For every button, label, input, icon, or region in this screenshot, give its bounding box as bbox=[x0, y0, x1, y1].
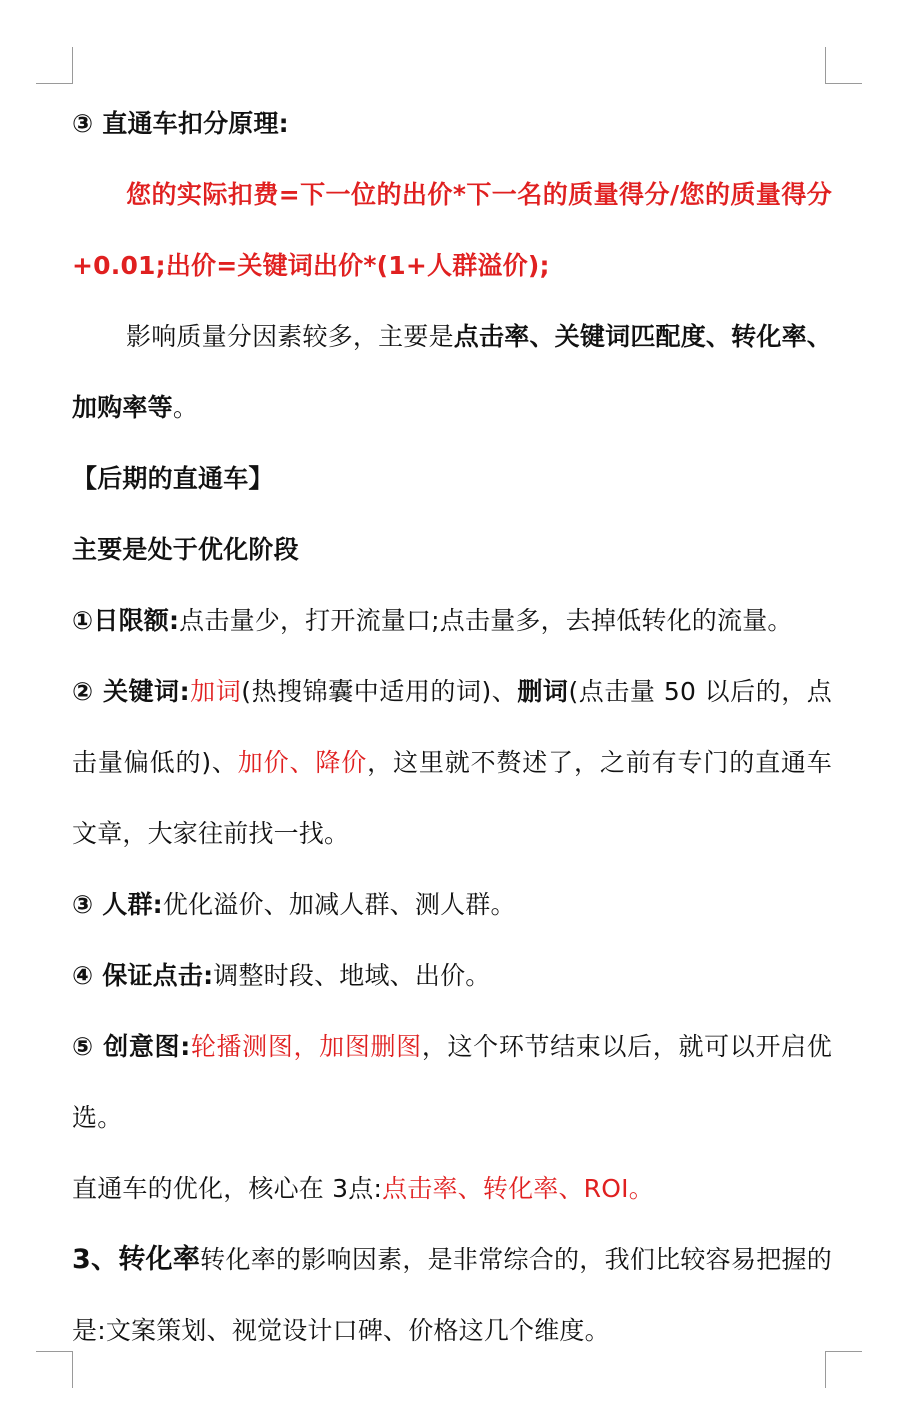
crop-mark-top-left bbox=[36, 47, 73, 84]
crop-mark-bottom-left bbox=[36, 1351, 73, 1388]
document-page bbox=[72, 88, 832, 1366]
section-heading-later-stage: 【后期的直通车】 bbox=[72, 464, 274, 493]
formula-paragraph: 您的实际扣费=下一位的出价*下一名的质量得分/您的质量得分+0.01;出价=关键词出价*(1+人群溢价); bbox=[72, 180, 832, 280]
crop-mark-top-right bbox=[825, 47, 862, 84]
optimization-stage-heading: 主要是处于优化阶段 bbox=[72, 535, 299, 564]
ensure-clicks-item: ④ 保证点击:调整时段、地域、出价。 bbox=[72, 961, 491, 990]
keyword-item: ② 关键词:加词(热搜锦囊中适用的词)、删词(点击量 50 以后的，点击量偏低的)、加价、降价，这里就不赘述了，之前有专门的直通车文章，大家往前找一找。 bbox=[72, 677, 833, 848]
heading-deduction-principle: ③ 直通车扣分原理: bbox=[72, 109, 289, 138]
creative-image-item: ⑤ 创意图:轮播测图，加图删图，这个环节结束以后，就可以开启优选。 bbox=[72, 1032, 832, 1132]
conversion-rate-paragraph: 3、转化率转化率的影响因素，是非常综合的，我们比较容易把握的是:文案策划、视觉设计口碑、价格这几个维度。 bbox=[72, 1244, 832, 1345]
audience-item: ③ 人群:优化溢价、加减人群、测人群。 bbox=[72, 890, 516, 919]
daily-limit-item: ①日限额:点击量少，打开流量口;点击量多，去掉低转化的流量。 bbox=[72, 606, 793, 635]
quality-score-paragraph: 影响质量分因素较多，主要是点击率、关键词匹配度、转化率、加购率等。 bbox=[72, 322, 832, 422]
core-points-paragraph: 直通车的优化，核心在 3点:点击率、转化率、ROI。 bbox=[72, 1174, 654, 1203]
